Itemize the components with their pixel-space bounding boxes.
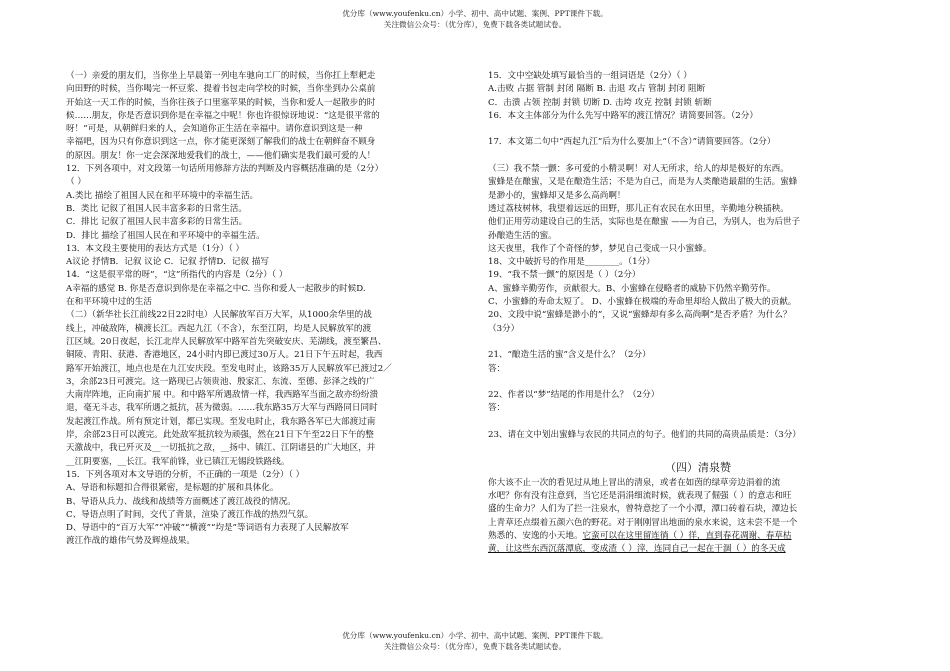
question-19: 19、“我不禁一颤”的原因是（ ）（2分） xyxy=(488,270,641,281)
text-line: 你大该不止一次的看见过从地上冒出的清泉，或者在如茵的绿草旁边涓着的流 xyxy=(488,477,781,488)
options-line: C、小蜜蜂的寿命太短了。 D、小蜜蜂在极端的寿命里却给人做出了极大的贡献。 xyxy=(488,297,797,308)
text-line: 水吧？你有没有注意到，当它还是涓涓细流时候，就表现了倔强（ ）的意志和旺 xyxy=(488,490,792,501)
text-line: 路军开始渡江，地点也是在九江安庆段。至发电时止，该路35万人民解放军已渡过2／ xyxy=(66,363,392,374)
options-line: A议论 抒情B．记叙 议论 C．记叙 抒情D．记叙 描写 xyxy=(66,257,269,268)
text-line: 他们正用劳动建设自己的生活，实际也是在酿蜜 ——为自己，为别人，也为后世子 xyxy=(488,217,801,228)
option-c: C．排比 记叙了祖国人民丰富多彩的日常生活。 xyxy=(66,217,248,228)
question-23: 23、请在文中划出蜜蜂与农民的共同点的句子。他们的共同的高贵品质是：（3分） xyxy=(488,430,801,441)
answer-label: 答： xyxy=(488,403,506,414)
question-13: 13．本文段主要使用的表达方式是（1分）（ ） xyxy=(66,243,245,254)
options-line: A、蜜蜂辛勤劳作，贡献很大。B、小蜜蜂在侵略者的威胁下仍然辛勤劳作。 xyxy=(488,283,776,294)
left-column xyxy=(66,70,471,549)
text-line: （ ） xyxy=(66,177,86,188)
question-21: 21、“酿造生活的蜜”含义是什么？（2分） xyxy=(488,350,651,361)
footer-line-2: 关注微信公众号：（优分库），免费下载各类试题试卷。 xyxy=(383,642,567,651)
option-d: D、导语中的“百万大军”“冲破”“横渡”“均是”等词语有力表现了人民解放军 xyxy=(66,523,349,534)
right-column xyxy=(488,70,908,556)
question-15b: 15．文中空缺处填写最恰当的一组词语是（2分）（ ） xyxy=(488,71,692,81)
page-footer xyxy=(0,630,950,652)
option-c: C、导语点明了时间，交代了背景，渲染了渡江作战的热烈气氛。 xyxy=(66,509,314,520)
question-20: 20、文段中说“蜜蜂是渺小的”，又说“蜜蜂却有多么高尚啊”是否矛盾？为什么？ xyxy=(488,310,792,321)
text-line: 透过荔枝树林，我望着远远的田野，那儿正有农民在水田里，辛勤地分秧插秧。 xyxy=(488,203,789,214)
text-line: 呀！”可是，从朝鲜归来的人，会知道你正生活在幸福中。请你意识到这是一种 xyxy=(66,124,363,135)
text-line: 候……朋友，你是否意识到你是在幸福之中呢！你也许很惊讶地说：“这是很平常的 xyxy=(66,110,380,121)
text-line: （二）（新华社长江前线22日22时电）人民解放军百万大军，从1000余华里的战 xyxy=(66,310,372,321)
text-line: 盛的生命力？人们为了拦一注泉水，曾特意挖了一个小潭，潭口砖着石块，潭边长 xyxy=(488,504,798,515)
text-line: 这天夜里，我作了个奇怪的梦，梦见自己变成一只小蜜蜂。 xyxy=(488,243,712,254)
text-line: 退，毫无斗志，我军所遇之抵抗，甚为微弱。……我东路35万大军与西路同日同时 xyxy=(66,403,378,414)
text-line: 向田野的时候，当你喝完一杯豆浆、提着书包走向学校的时候，当你坐到办公桌前 xyxy=(66,84,376,95)
header-line-2: 关注微信公众号：（优分库），免费下载各类试题试卷。 xyxy=(383,20,567,29)
text-line: 铜陵、青阳、获港、香港地区，24小时内即已渡过30万人。21日下午五时起，我西 xyxy=(66,350,383,361)
text-line: 开始这一天工作的时候，当你往孩子口里塞苹果的时候，当你和爱人一起散步的时 xyxy=(66,97,376,108)
text-line: （3分） xyxy=(488,323,520,334)
text-line: 线上，冲破敌阵，横渡长江。西起九江（不含），东至江阴，均是人民解放军的渡 xyxy=(66,323,372,334)
question-22: 22、作者以“梦”结尾的作用是什么？（2分） xyxy=(488,390,660,401)
question-14: 14．“这是很平常的呀”，“这”所指代的内容是（2分）（ ） xyxy=(66,270,288,281)
text-line: __江阴要塞，__长江。我军前锋，业已镇江无锡段铁路线。 xyxy=(66,456,290,467)
options-line: C．击溃 占领 控制 封锁 切断 D. 击垮 攻克 控制 封锁 斩断 xyxy=(488,97,712,108)
page-header xyxy=(0,8,950,30)
question-17: 17．本文第二句中“西起九江”后为什么要加上“（不含）”请简要回答。（2分） xyxy=(488,137,776,148)
text-line: 蜜蜂是在酿蜜，又是在酿造生活；不是为自己，而是为人类酿造最甜的生活。蜜蜂 xyxy=(488,177,798,188)
text-line: 孙酿造生活的蜜。 xyxy=(488,230,557,241)
answer-label: 答： xyxy=(488,363,506,374)
text-line: （三）我不禁一颤：多可爱的小精灵啊！对人无所求，给人的却是极好的东西。 xyxy=(488,164,789,175)
text-line: 上青草还点缀着五颜六色的野花。对于刚刚冒出地面的泉水来说，这未尝不是一个 xyxy=(488,517,798,528)
question-16: 16．本文主体部分为什么先写中路军的渡江情况？请简要回答。（2分） xyxy=(488,110,758,121)
text-line: 幸福吧，因为只有你意识到这一点，你才能更深刻了解我们的战士在朝鲜奋不顾身 xyxy=(66,137,376,148)
underlined-text: 它蛮可以在这里留连徜（ ）徉，直到春花凋谢、春草枯 xyxy=(582,530,792,541)
option-a: A.类比 描绘了祖国人民在和平环境中的幸福生活。 xyxy=(66,190,259,201)
text-line: 3，余部23日可渡完。这一路现已占领贵池、殷家汇、东流、至德、彭泽之线的广 xyxy=(66,376,375,387)
option-b: B．类比 记叙了祖国人民丰富多彩的日常生活。 xyxy=(66,203,247,214)
text-line: 是渺小的，蜜蜂却又是多么高尚啊！ xyxy=(488,190,626,201)
text-line: 天激战中，我已歼灭及__一切抵抗之敌，__扬中、镇江、江阴诸县的广大地区，并 xyxy=(66,443,376,454)
text-line: 渡江作战的雄伟气势及辉煌战果。 xyxy=(66,536,195,547)
section-title: （四）清泉赞 xyxy=(665,460,731,474)
text-segment: 熟悉的、安逸的小天地。 xyxy=(488,530,583,541)
header-line-1: 优分库（www.youfenku.cn）小学、初中、高中试题、案例、PPT课件下载。 xyxy=(342,9,608,18)
question-15: 15．下列各项对本文导语的分析，不正确的一项是（2分）（ ） xyxy=(66,469,305,480)
underlined-text: 黄，让这些东西沉落潭底，变成渣（ ）滓，连同自己一起在干涸（ ）的冬天成 xyxy=(488,544,786,555)
options-line: A.击败 占据 管制 封闭 隔断 B. 击退 攻占 管制 封闭 阻断 xyxy=(488,84,706,95)
text-line: 发起渡江作战。所有预定计划，都已实现。至发电时止，我东路各军已大部渡过南 xyxy=(66,416,376,427)
text-line: 岸，余部23日可以渡完。此处敌军抵抗较为顽强，然在21日下午至22日下午的整 xyxy=(66,430,374,441)
options-line: A幸福的感觉 B. 你是否意识到你是在幸福之中C. 当你和爱人一起散步的时候D. xyxy=(66,283,366,294)
options-line: 在和平环境中过的生活 xyxy=(66,297,152,308)
footer-line-1: 优分库（www.youfenku.cn）小学、初中、高中试题、案例、PPT课件下载。 xyxy=(342,631,608,640)
option-a: A、导语和标题扣合得很紧密，是标题的扩展和具体化。 xyxy=(66,483,279,494)
option-b: B、导语从兵力、战线和战绩等方面概述了渡江战役的情况。 xyxy=(66,496,296,507)
question-12: 12．下列各项中，对文段第一句话所用修辞方法的判断及内容概括准确的是（2分） xyxy=(66,164,384,175)
text-line: 江区域。20日夜起，长江北岸人民解放军中路军首先突破安庆、芜湖线，渡至繁昌、 xyxy=(66,336,387,347)
text-line: 大南岸阵地，正向南扩展 中。和中路军所遇敌情一样，我西路军当面之敌亦纷纷溃 xyxy=(66,390,379,401)
text-line: 的原因。朋友！你一定会深深地爱我们的战士，——他们确实是我们最可爱的人！ xyxy=(66,150,376,161)
text-line: （一）亲爱的朋友们，当你坐上早晨第一列电车驰向工厂的时候，当你扛上犁耙走 xyxy=(66,71,376,81)
text-line xyxy=(488,530,908,543)
question-18: 18、文中破折号的作用是________。（1分） xyxy=(488,257,655,268)
option-d: D．排比 描绘了祖国人民在和平环境中的幸福生活。 xyxy=(66,230,265,241)
